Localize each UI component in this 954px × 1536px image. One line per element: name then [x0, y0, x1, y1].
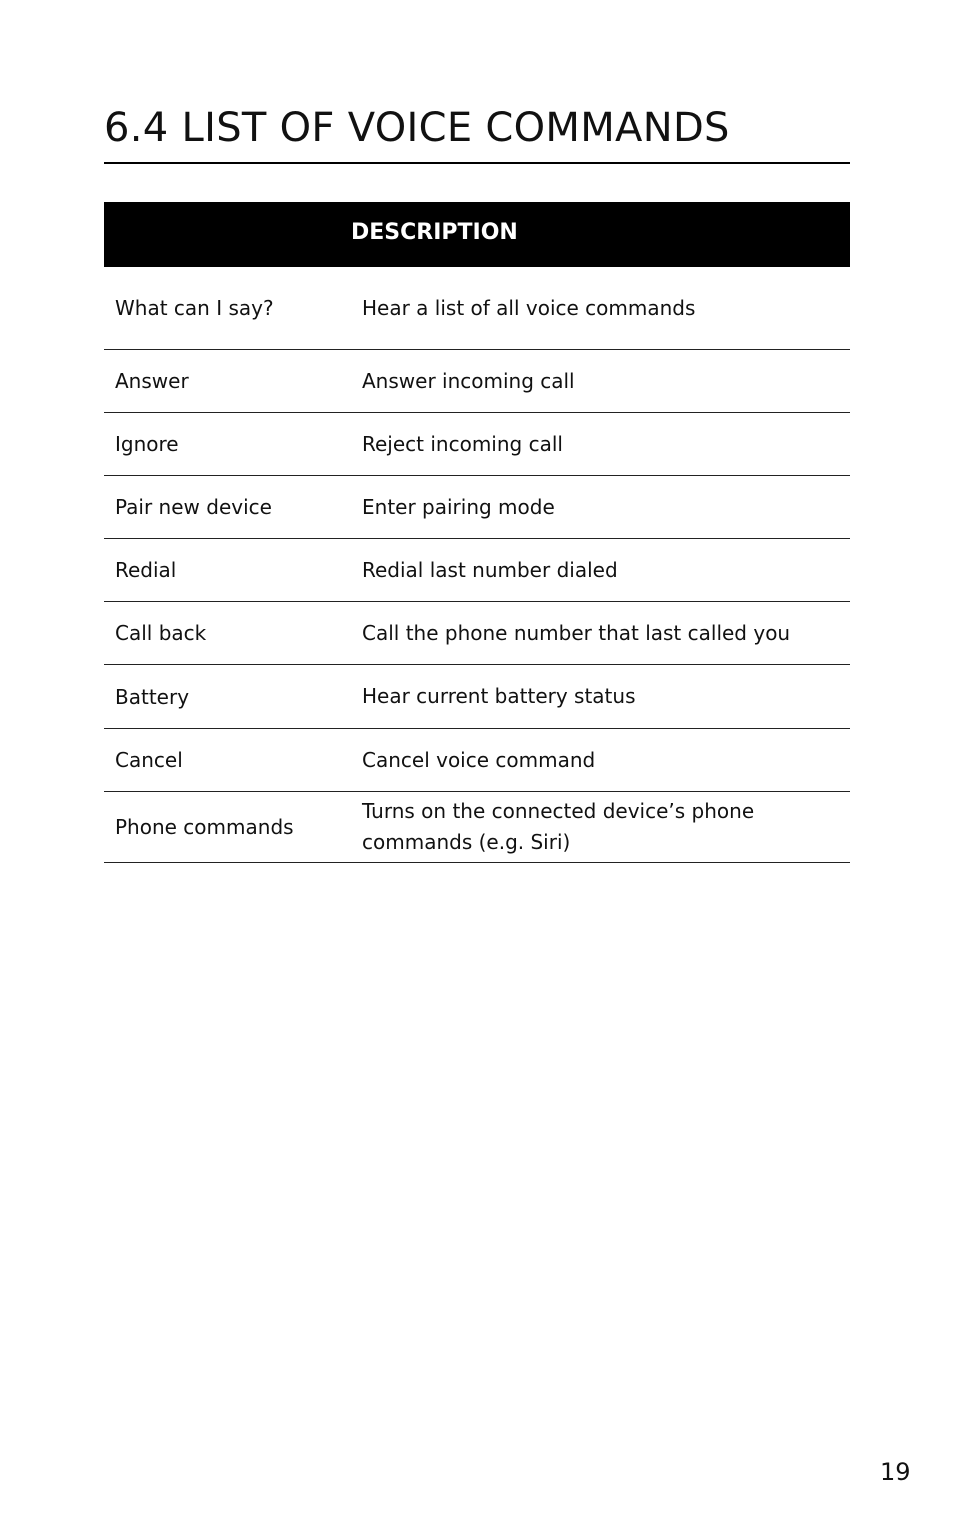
command-cell: Cancel: [115, 748, 183, 772]
table-header: [104, 202, 850, 267]
description-cell: Answer incoming call: [362, 368, 575, 393]
table-row: [104, 729, 850, 792]
description-cell: Call the phone number that last called you: [362, 620, 791, 645]
description-cell: Enter pairing mode: [362, 494, 555, 519]
column-header-description: DESCRIPTION: [351, 220, 518, 245]
command-cell: Redial: [115, 558, 177, 582]
page-number: 19: [880, 1458, 911, 1486]
section-heading: [104, 102, 850, 164]
table-row: [104, 413, 850, 476]
description-cell: Cancel voice command: [362, 747, 596, 772]
description-cell: Hear current battery status: [362, 684, 636, 708]
table-row: [104, 792, 850, 863]
description-cell: Reject incoming call: [362, 431, 563, 456]
table-row: [104, 539, 850, 602]
description-cell: Hear a list of all voice commands: [362, 295, 696, 320]
command-cell: Pair new device: [115, 495, 272, 519]
table-row: [104, 665, 850, 729]
command-cell: Battery: [115, 684, 190, 709]
description-cell: Redial last number dialed: [362, 557, 618, 582]
table-row: [104, 350, 850, 413]
voice-commands-table: [104, 202, 850, 863]
table-row: [104, 267, 850, 350]
command-cell: Call back: [115, 621, 207, 645]
table-row: [104, 476, 850, 539]
page-title: 6.4 LIST OF VOICE COMMANDS: [104, 105, 730, 151]
command-cell: Answer: [115, 369, 189, 393]
table-row: [104, 602, 850, 665]
command-cell: Phone commands: [115, 815, 294, 839]
command-cell: Ignore: [115, 432, 179, 456]
command-cell: What can I say?: [115, 296, 274, 320]
description-cell: Turns on the connected device’s phone commands (e.g. Siri): [362, 799, 755, 854]
